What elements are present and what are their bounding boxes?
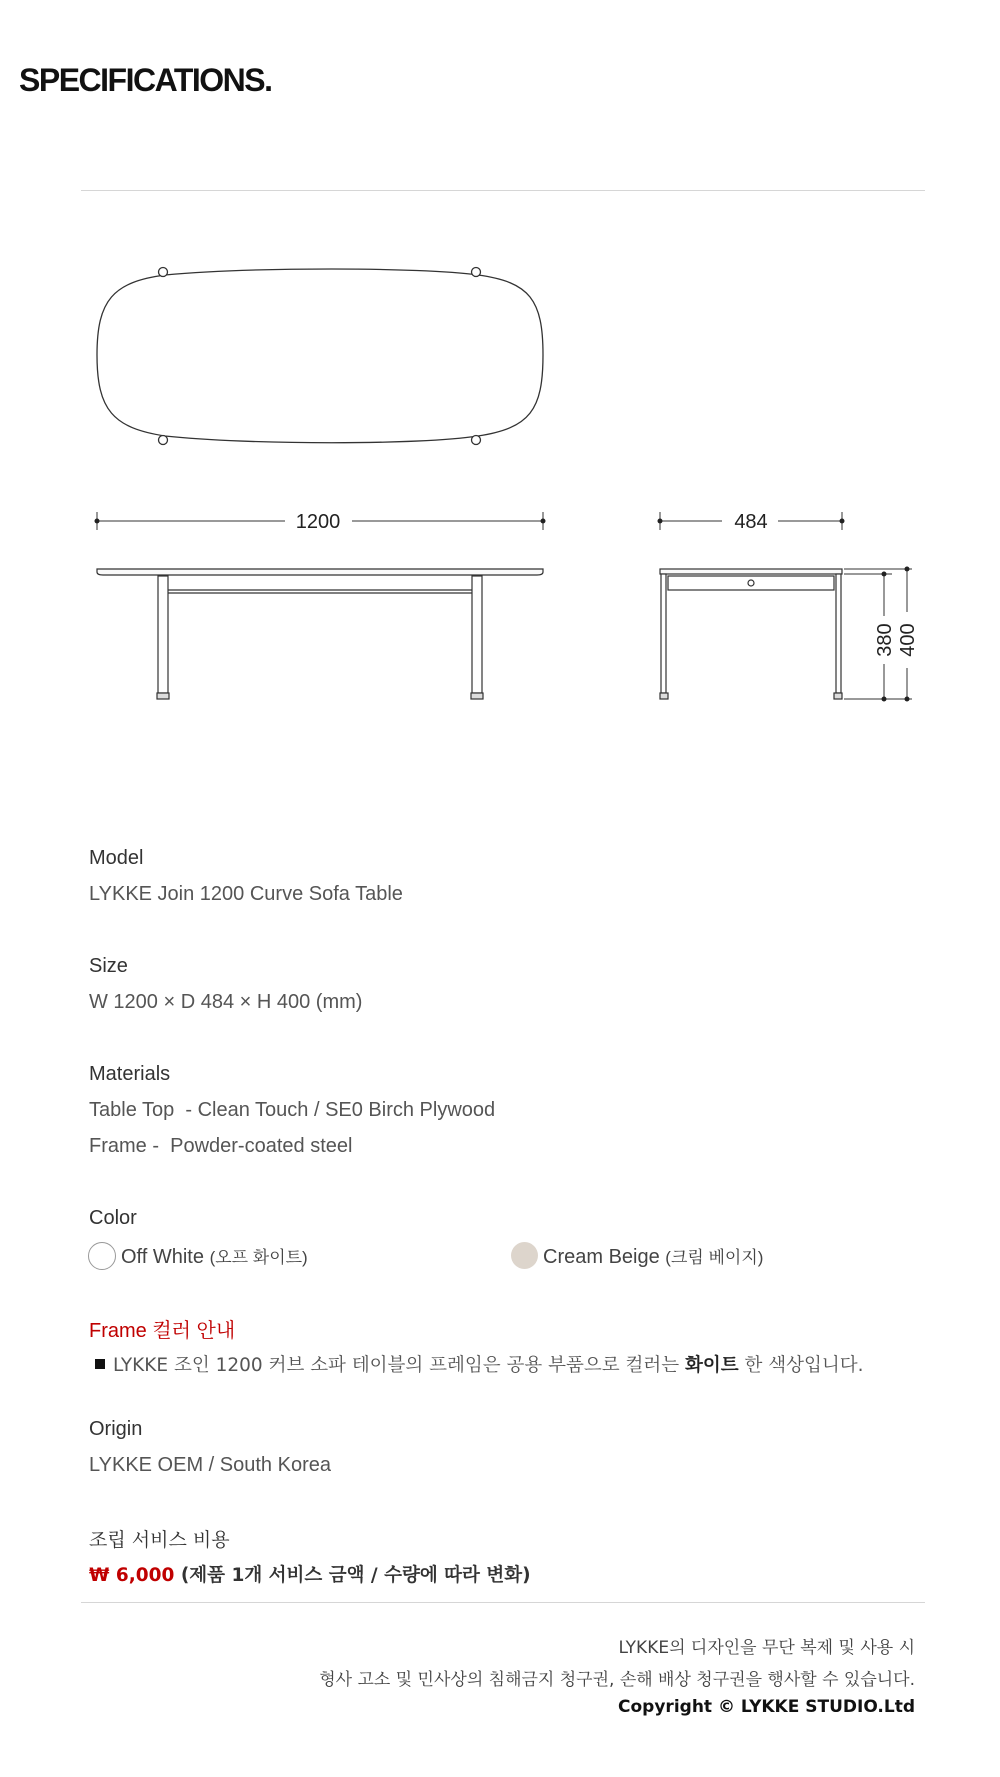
tabletop-outline	[97, 269, 543, 443]
size-label: Size	[89, 955, 128, 977]
color-option-cream-beige	[543, 1243, 763, 1269]
page-title: SPECIFICATIONS.	[19, 62, 272, 98]
cream-beige-swatch	[511, 1242, 538, 1269]
footer-copyright: Copyright © LYKKE STUDIO.Ltd	[618, 1697, 915, 1717]
leg-foot-top-right	[472, 268, 481, 277]
frame-notice-after: 한 색상입니다.	[738, 1355, 864, 1376]
top-divider	[81, 190, 925, 191]
side-view	[660, 569, 842, 699]
materials-label: Materials	[89, 1063, 171, 1085]
frame-notice-text	[95, 1351, 864, 1377]
width-dimension-label: 1200	[295, 511, 341, 533]
assembly-price: ₩ 6,000	[89, 1565, 175, 1586]
color-option-off-white	[121, 1243, 308, 1269]
table-technical-drawing	[0, 240, 1000, 730]
assembly-label: 조립 서비스 비용	[89, 1529, 230, 1551]
inner-height-dimension-label: 380	[874, 623, 896, 657]
materials-tabletop: Table Top - Clean Touch / SE0 Birch Plywood	[89, 1099, 496, 1121]
off-white-name: Off White	[121, 1246, 204, 1268]
footer-notice-line-1: LYKKE의 디자인을 무단 복제 및 사용 시	[618, 1638, 915, 1658]
materials-frame: Frame - Powder-coated steel	[89, 1135, 353, 1157]
origin-label: Origin	[89, 1418, 143, 1440]
frame-notice-label: Frame 컬러 안내	[89, 1320, 236, 1342]
frame-notice-bold: 화이트	[685, 1355, 739, 1376]
off-white-swatch	[88, 1242, 116, 1270]
top-view	[97, 268, 543, 445]
model-value: LYKKE Join 1200 Curve Sofa Table	[89, 883, 403, 905]
leg-foot-top-left	[159, 268, 168, 277]
footer-notice-line-2: 형사 고소 및 민사상의 침해금지 청구권, 손해 배상 청구권을 행사할 수 있습니다.	[319, 1670, 915, 1690]
assembly-price-line	[89, 1561, 531, 1587]
cream-beige-name: Cream Beige	[543, 1246, 660, 1268]
depth-dimension-label: 484	[734, 511, 768, 533]
model-label: Model	[89, 847, 144, 869]
size-value: W 1200 × D 484 × H 400 (mm)	[89, 991, 363, 1013]
origin-value: LYKKE OEM / South Korea	[89, 1454, 331, 1476]
off-white-sub: (오프 화이트)	[209, 1248, 308, 1267]
assembly-note: (제품 1개 서비스 금액 / 수량에 따라 변화)	[180, 1565, 531, 1586]
color-label: Color	[89, 1207, 137, 1229]
cream-beige-sub: (크림 베이지)	[665, 1248, 764, 1267]
bullet-square-icon	[95, 1359, 105, 1369]
bottom-divider	[81, 1602, 925, 1603]
leg-foot-bottom-right	[472, 436, 481, 445]
front-view	[97, 569, 543, 699]
frame-notice-before: LYKKE 조인 1200 커브 소파 테이블의 프레임은 공용 부품으로 컬러는	[113, 1355, 686, 1376]
outer-height-dimension-label: 400	[897, 623, 919, 657]
leg-foot-bottom-left	[159, 436, 168, 445]
